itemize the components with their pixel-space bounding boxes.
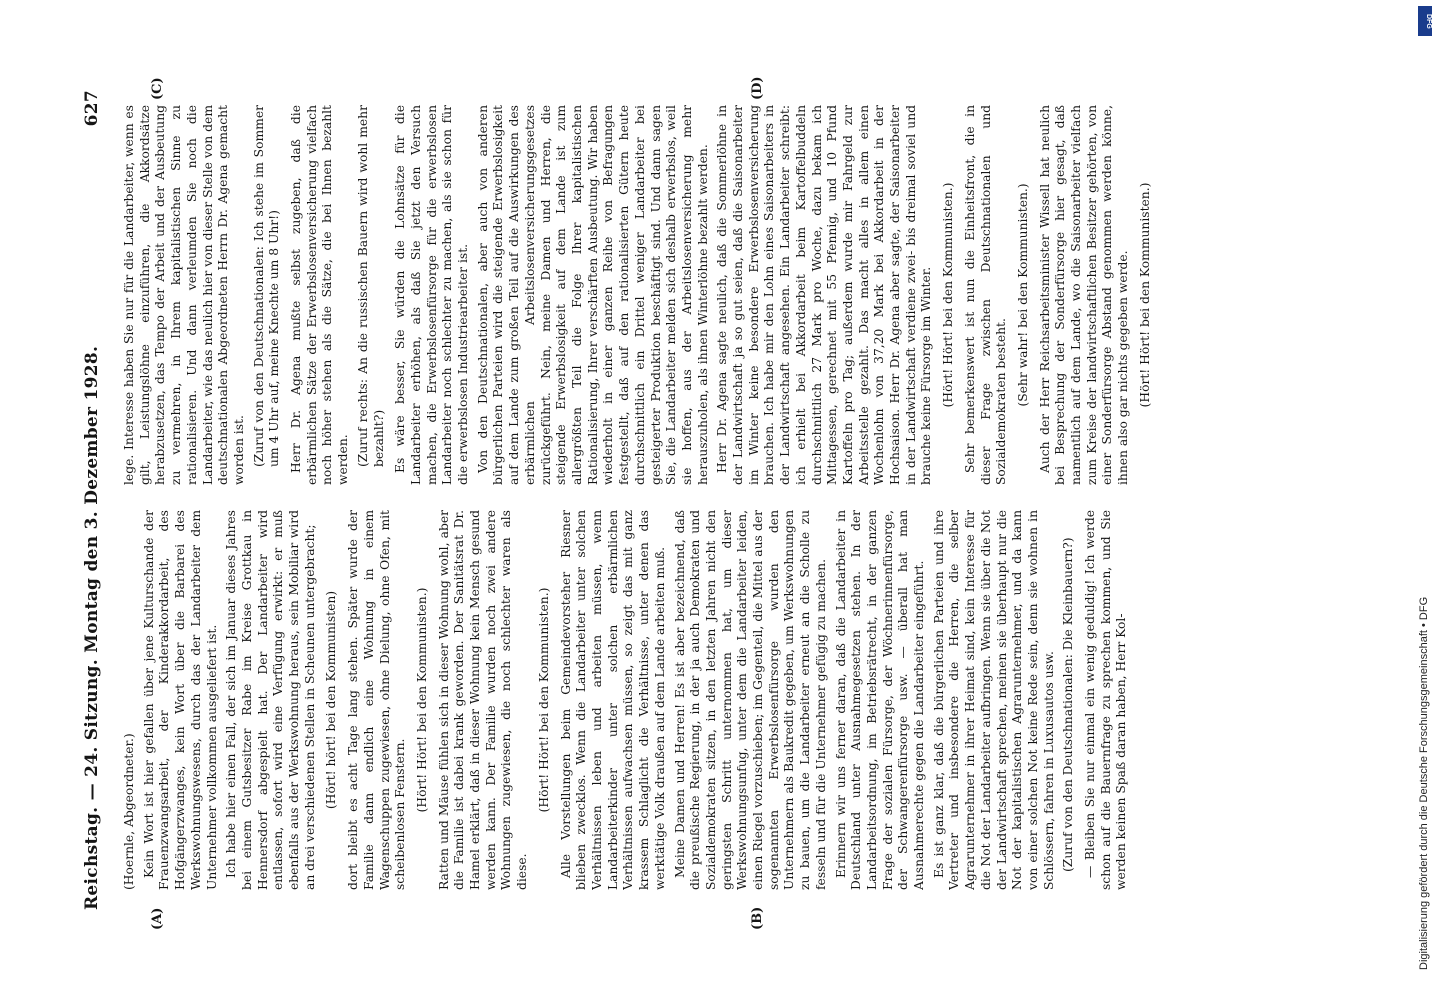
speaker-line: (Hoernle, Abgeordneter.) [122,733,136,890]
paragraph: Sehr bemerkenswert ist nun die Einheitsfront, die in dieser Frage zwischen Deutschnationalen und Sozialdemokraten besteht. [962,105,1009,485]
interjection: (Zuruf von den Deutschnationalen: Ich stehe im Sommer um 4 Uhr auf, meine Knechte um 8 Uhr!) [251,105,282,467]
interjection: (Hört! Hört! bei den Kommunisten.) [1137,182,1152,408]
running-head: Reichstag. — 24. Sitzung. Montag den 3. Dezember 1928. [82,345,102,910]
paragraph: Alle Vorstellungen beim Gemeindevorsteher Riesner blieben zwecklos. Wenn die Landarbeiter unter solchen Verhältnissen leben und arbeiten müssen, wenn Landarbeiterkinder unter solchen erbärmlichen Verhältnissen aufwachsen müssen, so zeigt das mit ganz krassem Schlaglicht die Verhältnisse, unter denen das werktätige Volk draußen auf dem Lande arbeiten muß. [558,510,667,890]
paragraph: Von den Deutschnationalen, aber auch von anderen bürgerlichen Parteien wird die steigende Erwerbslosigkeit auf dem Lande zum großen Teil auf die Auswirkungen des erbärmlichen Arbeitslosenversicherungsgesetzes zurückgeführt. Nein, meine Damen und Herren, die steigende Erwerbslosigkeit auf dem Lande ist zum allergrößten Teil die Folge Ihrer kapitalistischen Rationalisierung, Ihrer verschärften Ausbeutung. Wir haben wiederholt in einer ganzen Reihe von Befragungen festgestellt, daß auf den rationalisierten Gütern heute durchschnittlich ein Drittel weniger Landarbeiter bei gesteigerter Produktion beschäftigt sind. Und dann sagen Sie, die Landarbeiter melden sich deshalb erwerbslos, weil sie hoffen, aus der Arbeitslosenversicherung mehr herauszuholen, als ihnen Winterlöhne bezahlt werden. [475,105,710,485]
interjection: (Hört! Hört! bei den Kommunisten.) [414,587,429,813]
paragraph: — Bleiben Sie nur einmal ein wenig geduldig! Ich werde schon auf die Bauernfrage zu sprechen kommen, und Sie werden keinen Spaß daran haben, Herr Kol- [1083,510,1129,890]
paragraph: Herr Dr. Agena mußte selbst zugeben, daß die erbärmlichen Sätze der Erwerbslosenversicherung vielfach noch höher stehen als die Sätze, die bei Ihnen bezahlt werden. [289,105,351,485]
paragraph: dort bleibt es acht Tage lang stehen. Später wurde der Familie dann endlich eine Wohnung in einem Wagenschuppen zugewiesen, ohne Dielung, ohne Ofen, mit scheibenlosen Fenstern. [346,510,408,890]
paragraph: Auch der Herr Reichsarbeitsminister Wissell hat neulich bei Besprechung der Sonderfürsorge hier gesagt, daß namentlich auf dem Lande, wo die Saisonarbeiter vielfach zum Kreise der landwirtschaftlichen Besitzer gehörten, von einer Sonderfürsorge Abstand genommen werden könne, ihnen also gar nichts gegeben werde. [1037,105,1131,485]
margin-marker-a: (A) [150,907,165,930]
rotated-document-page [70,70,1310,930]
interjection: (Zuruf rechts: An die russischen Bauern wird wohl mehr bezahlt?) [355,105,386,467]
page-number: 627 [82,90,102,127]
paragraph: Herr Dr. Agena sagte neulich, daß die Sommerlöhne in der Landwirtschaft ja so gut seien, daß die Saisonarbeiter im Winter keine besondere Erwerbslosenversicherung brauchen. Ich habe mir den Lohn eines Saisonarbeiters in der Landwirtschaft angesehen. Ein Landarbeiter schreibt: ich erhielt bei Akkordarbeit beim Kartoffelbuddeln durchschnittlich 27 Mark pro Woche, dazu bekam ich Mittagessen, gerechnet mit 55 Pfennig, und 10 Pfund Kartoffeln pro Tag; außerdem wurde mir Fahrgeld zur Arbeitsstelle gezahlt. Das macht alles in allem einen Wochenlohn von 37,20 Mark bei Akkordarbeit in der Hochsaison. Herr Dr. Agena aber sagte, der Saisonarbeiter in der Landwirtschaft verdiene zwei- bis dreimal soviel und brauche keine Fürsorge im Winter. [715,105,934,485]
right-text-column [122,105,1282,485]
interjection: (Hört! Hört! bei den Kommunisten.) [536,587,551,813]
digitization-credit-text: Digitalisierung gefördert durch die Deutsche Forschungsgemeinschaft • DFG [1418,596,1430,970]
paragraph: Meine Damen und Herren! Es ist aber bezeichnend, daß die preußische Regierung, in der ja auch Demokraten und Sozialdemokraten sitzen, in den letzten Jahren nicht den geringsten Schritt unternommen hat, um dieser Werkswohnungsunfug, unter dem die Landarbeiter leiden, einen Riegel vorzuschieben; im Gegenteil, die Mittel aus der sogenannten Erwerbslosenfürsorge wurden den Unternehmern als Baukredit gegeben, um Werkswohnungen zu bauen, um die Landarbeiter erneut an die Scholle zu fesseln und für die Unternehmer gefügig zu machen. [672,510,828,890]
paragraph: Ich habe hier einen Fall, der sich im Januar dieses Jahres bei einem Gutsbesitzer Rabe im Kreise Grottkau in Hennersdorf abgespielt hat. Der Landarbeiter wird entlassen, sofort wird eine Verfügung erwirkt: er muß ebenfalls aus der Werkswohnung heraus, sein Mobiliar wird an drei verschiedenen Stellen in Scheunen untergebracht; [224,510,317,890]
paragraph: Es ist ganz klar, daß die bürgerlichen Parteien und ihre Vertreter und insbesondere die Herren, die selber Agrarunternehmer in ihrer Heimat sind, kein Interesse für die Not der Landarbeiter aufbringen. Wenn sie über die Not der Landwirtschaft sprechen, meinen sie überhaupt nur die Not der kapitalistischen Agrarunternehmer, und da kann von einer solchen Not keine Rede sein, denn sie wohnen in Schlössern, fahren in Luxusautos usw. [931,510,1056,890]
interjection: (Zuruf von den Deutschnationalen: Die Kleinbauern?) [1061,537,1076,872]
margin-marker-d: (D) [750,76,765,100]
interjection: (Hört! Hört! bei den Kommunisten.) [941,182,956,408]
paragraph: Es wäre besser, Sie würden die Lohnsätze für die Landarbeiter erhöhen, als daß Sie jetzt den Versuch machen, die Erwerbslosenfürsorge für die erwerbslosen Landarbeiter noch schlechter zu machen, als sie schon für die erwerbslosen Industriearbeiter ist. [393,105,471,485]
margin-marker-c: (C) [150,77,165,100]
interjection: (Hört! hört! bei den Kommunisten) [324,590,339,810]
interjection: (Sehr wahr! bei den Kommunisten.) [1015,183,1030,407]
digitization-credit [1408,10,1434,990]
paragraph: Erinnern wir uns ferner daran, daß die Landarbeiter in Deutschland unter Ausnahmegesetzen stehen. In der Landarbeitsordnung, im Betriebsrätrecht, in der ganzen Frage der sozialen Fürsorge, der Wöchnerinnenfürsorge, der Schwangerenfürsorge usw. — überall hat man Ausnahmerechte gegen die Landarbeiter eingeführt. [833,510,927,890]
paragraph: Ratten und Mäuse fühlen sich in dieser Wohnung wohl, aber die Familie ist dabei krank geworden. Der Sanitätsrat Dr. Hamel erklärt, daß in dieser Wohnung kein Mensch gesund werden kann. Der Familie wurden noch zwei andere Wohnungen zugewiesen, die noch schlechter waren als diese. [436,510,530,890]
page-header [78,90,110,910]
dfg-logo-icon: DFG [1418,6,1432,36]
paragraph: lege. Interesse haben Sie nur für die Landarbeiter, wenn es gilt, Leistungslöhne einzuführen, die Akkordsätze herabzusetzen, das Tempo der Arbeit und der Ausbeutung zu vermehren, in Ihrem kapitalistischen Sinne zu rationalisieren. Und dann verleumden Sie noch die Landarbeiter, wie das neulich hier von dieser Stelle von dem deutschnationalen Abgeordneten Herrn Dr. Agena gemacht worden ist. [122,105,246,485]
paragraph: Kein Wort ist hier gefallen über jene Kulturschande der Frauenzwangsarbeit, der Kinderakkordarbeit, des Hofgängerzwanges, kein Wort über die Barbarei des Werkswohnungswesens, durch das der Landarbeiter dem Unternehmer vollkommen ausgeliefert ist. [141,510,219,890]
margin-marker-b: (B) [750,906,765,930]
left-text-column [122,510,1282,890]
